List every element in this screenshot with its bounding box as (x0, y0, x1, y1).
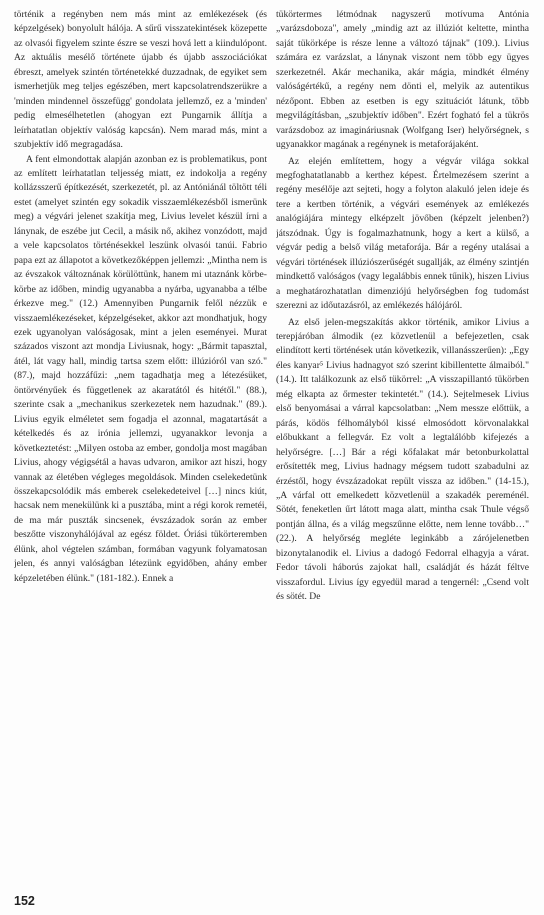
paragraph: tükörtermes létmódnak nagyszerű motívuma Antónia „varázsdoboza", amely „mindig azt az illúziót keltette, mintha saját tükörképe is része lenne a változó tájnak" (109.). Livius számára ez varázslat, a lánynak viszont nem több egy ügyes szerkezetnél. Akár mechanika, akár mágia, mindkét élmény valóságértékű, a regény nem dönti el, melyik az autentikus nézőpont. Ebben az esetben is egy szituációt látunk, több megvilágításban, „szubjektív időben". Ezért fogható fel a tükrös varázsdoboz az imagináriusnak (Wolfgang Iser) helyőrségnek, s ugyanakkor magának a regénynek is metaforájaként. (276, 9, 529, 151)
paragraph: történik a regényben nem más mint az emlékezések (és képzelgések) bonyolult hálója. A sűrű visszatekintések közepette az olvasói figyelem szinte észre se veszi hová lett a kiindulópont. Az aktuális mesélő története újabb és újabb asszociációkat ébreszt, amelyek szintén történetekké duzzadnak, de egyiket sem ismerhetjük meg teljes egészében, mert kapcsolatrendszerükre a 'minden mindennel összefügg' gondolata jellemző, ez a 'minden' pedig elmesélhetetlen (ahogyan ezt Pungarnik állítja a leírhatatlan objektív valóság kapcsán). Nem marad más, mint a szubjektív idő megragadása. (14, 9, 267, 151)
paragraph: Az első jelen-megszakítás akkor történik, amikor Livius a terepjáróban álmodik (ez közvetlenül a befejezetlen, csak elindított kerti történések után következik, villanásszerűen): „Egy éles kanyar⁵ Livius hadnagyot szó szerint kibillentette álmaiból." (14.). Itt találkozunk az első tükörrel: „A visszapillantó tükörben még elkapta az őrmester tekintetét." (14.). Sejtelmesek Livius első benyomásai a várral kapcsolatban: „Nem messze előttük, a párás, ködös félhomályból kissé elmosódott körvonalakkal előbukkant a fellegvár. Ez volt a legtalálóbb kifejezés a helyőrségre. […] Bár a régi kőfalakat már betonburkolattal erősítették meg, Livius hadnagy mégsem tudott szabadulni az érzéstől, hogy évszázadokat repült vissza az időben." (14-15.), „A várfal ott emelkedett közvetlenül a szakadék pereménél. Sötét, feneketlen űrt látott maga alatt, mintha csak Thule végső pontján állna, és a világ megszűnne előtte, nem lenne tovább…" (22.). A helyőrség megléte leginkább a zárójelenetben bizonytalanodik el. Livius a dadogó Fedorral elhagyja a várat. Fedor távoli háborús zajokat hall, családját és házát féltve visszafordul. Livius így egyedül marad a tengernél: „Csend volt és sötét. De (276, 316, 529, 603)
right-column (276, 8, 529, 888)
page-number: 152 (14, 894, 35, 908)
left-column (14, 8, 267, 888)
paragraph: A fent elmondottak alapján azonban ez is problematikus, pont az említett leírhatatlan teljesség miatt, ez indokolja a regény kollázsszerű építkezését, szerkezetét, pl. az Antóniánál töltött téli estet (amelyet szintén egy sokadik visszaemlékezésből ismerünk meg) a végvári jelenet szakítja meg, Livius levelet készül írni a lánynak, de eszébe jut Cecil, a másik nő, akihez vonzódott, majd a vele kapcsolatos történésekkel leszünk olvasói tanúi. Fabrio papa ezt az állapotot a következőképpen jellemzi: „Mintha nem is az évszakok változnának körülöttünk, hanem mi utaznánk körbe-körbe az időben, mindig ugyanabba a nyárba, ugyanabba a télbe érkezve meg." (12.) Amennyiben Pungarnik felől nézzük e visszaemlékezéseket, képzelgéseket, akkor azt mondhatjuk, hogy ezek ugyanolyan valóságosak, mint a jelen eseményei. Murat százados viszont azt mondja Liviusnak, hogy: „Bármit tapasztal, átél, lát vagy hall, mindig tartsa szem előtt: illúzióról van szó." (87.), majd hozzáfűzi: „nem tagadhatja meg a létezésüket, öntörvényűek és függetlenek az akaratától és hitétől." (88.), szerinte csak a „mechanikus szerkezetek nem hazudnak." (89.). Livius egyik elméletet sem fogadja el azonnal, magatartását a kételkedés és az irónia jellemzi, ugyanakkor levonja a következtetést: „Milyen ostoba az ember, gondolja most magában Livius, ahogy végigsétál a havas udvaron, amikor azt hiszi, hogy vannak az életében végleges megoldások. Minden cselekedetünk összekapcsolódik más emberek cselekedeteivel […] nincs kiút, hacsak nem menekülünk ki a pusztába, mint a régi korok remetéi, de ma már puszták sincsenek, évszázadok során az ember beszőtte viszonyhálójával az egész földet. Óriási tükörteremben élünk, ahol végtelen számban, formában vagyunk folyamatosan jelen, és annyi valóságban létezünk egyidőben, ahány ember képzeletében élünk." (181-182.). Ennek a (14, 153, 267, 584)
paragraph: Az elején említettem, hogy a végvár világa sokkal megfoghatatlanabb a kerthez képest. Értelmezésem szerint a regény mesélője azt sejteti, hogy a folyton alakuló jelen ideje és tere a kertben történik, a végvári események az emlékezés analógiájára mintegy elképzelt jövőben (képzelt jelenben?) játszódnak. Úgy is fogalmazhatnunk, hogy a kert a külső, a végvár pedig a belső világ metaforája. Bár a regény utalásai a végvári történések illúziószerűségét sugallják, az élmény szintjén mindkettő valóságos (vagy legalábbis ennek tűnik), hiszen Livius a meghatározhatatlan dimenziójú helyőrségben fog tudomást szerezni az időutazásról, az emlékezés hálójáról. (276, 155, 529, 312)
